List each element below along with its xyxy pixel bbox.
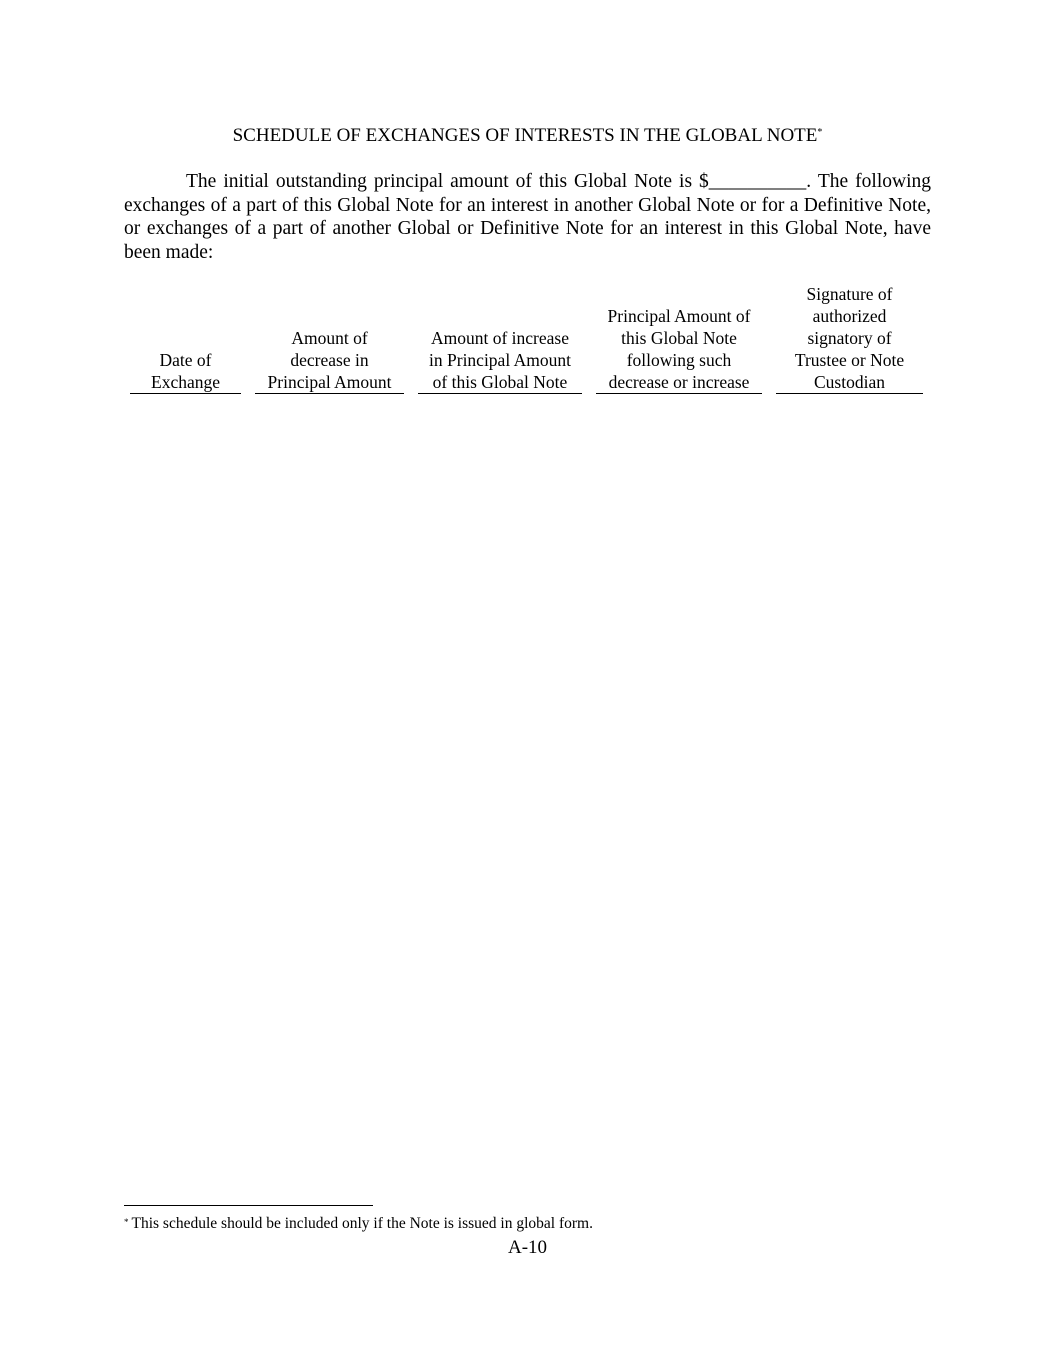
column-header-line: Exchange [151, 372, 220, 392]
column-header-line: decrease in [290, 350, 369, 370]
footnote-divider [124, 1205, 373, 1206]
intro-paragraph: The initial outstanding principal amount of this Global Note is $__________. The following exchanges of a part of this Global Note for an interest in another Global Note or for a Definitive Note, or exchanges of a part of another Global or Definitive Note for an interest in this Global Note, have been made: [124, 171, 931, 263]
page-number: A-10 [507, 1237, 548, 1258]
column-header-date-of-exchange [130, 282, 241, 394]
footnote-reference-mark: * [817, 127, 823, 138]
column-header-line: Principal Amount [267, 372, 392, 392]
column-header-line: decrease or increase [608, 372, 750, 392]
column-header-line: Principal Amount of [607, 306, 751, 326]
column-header-line: Custodian [814, 372, 885, 392]
column-header-line: Signature of [806, 284, 893, 304]
column-header-line: this Global Note [621, 328, 737, 348]
column-header-line: Date of [159, 350, 212, 370]
footnote-text: This schedule should be included only if the Note is issued in global form. [131, 1215, 593, 1232]
column-header-line: Amount of [291, 328, 368, 348]
column-header-line: Trustee or Note [794, 350, 905, 370]
document-title-text: SCHEDULE OF EXCHANGES OF INTERESTS IN THE GLOBAL NOTE [232, 125, 818, 146]
column-header-line: in Principal Amount [429, 350, 571, 370]
column-header-principal-amount-following [596, 282, 762, 394]
column-header-signature [776, 282, 923, 394]
column-header-line: of this Global Note [432, 372, 568, 392]
column-header-line: authorized [812, 306, 887, 326]
column-header-line: Amount of increase [430, 328, 569, 348]
column-header-line: signatory of [807, 328, 892, 348]
document-title [0, 124, 1055, 148]
footnote-mark: * [124, 1217, 129, 1227]
column-header-amount-of-decrease [255, 282, 404, 394]
footnote [124, 1214, 931, 1234]
column-header-amount-of-increase [418, 282, 582, 394]
column-header-line: following such [626, 350, 732, 370]
